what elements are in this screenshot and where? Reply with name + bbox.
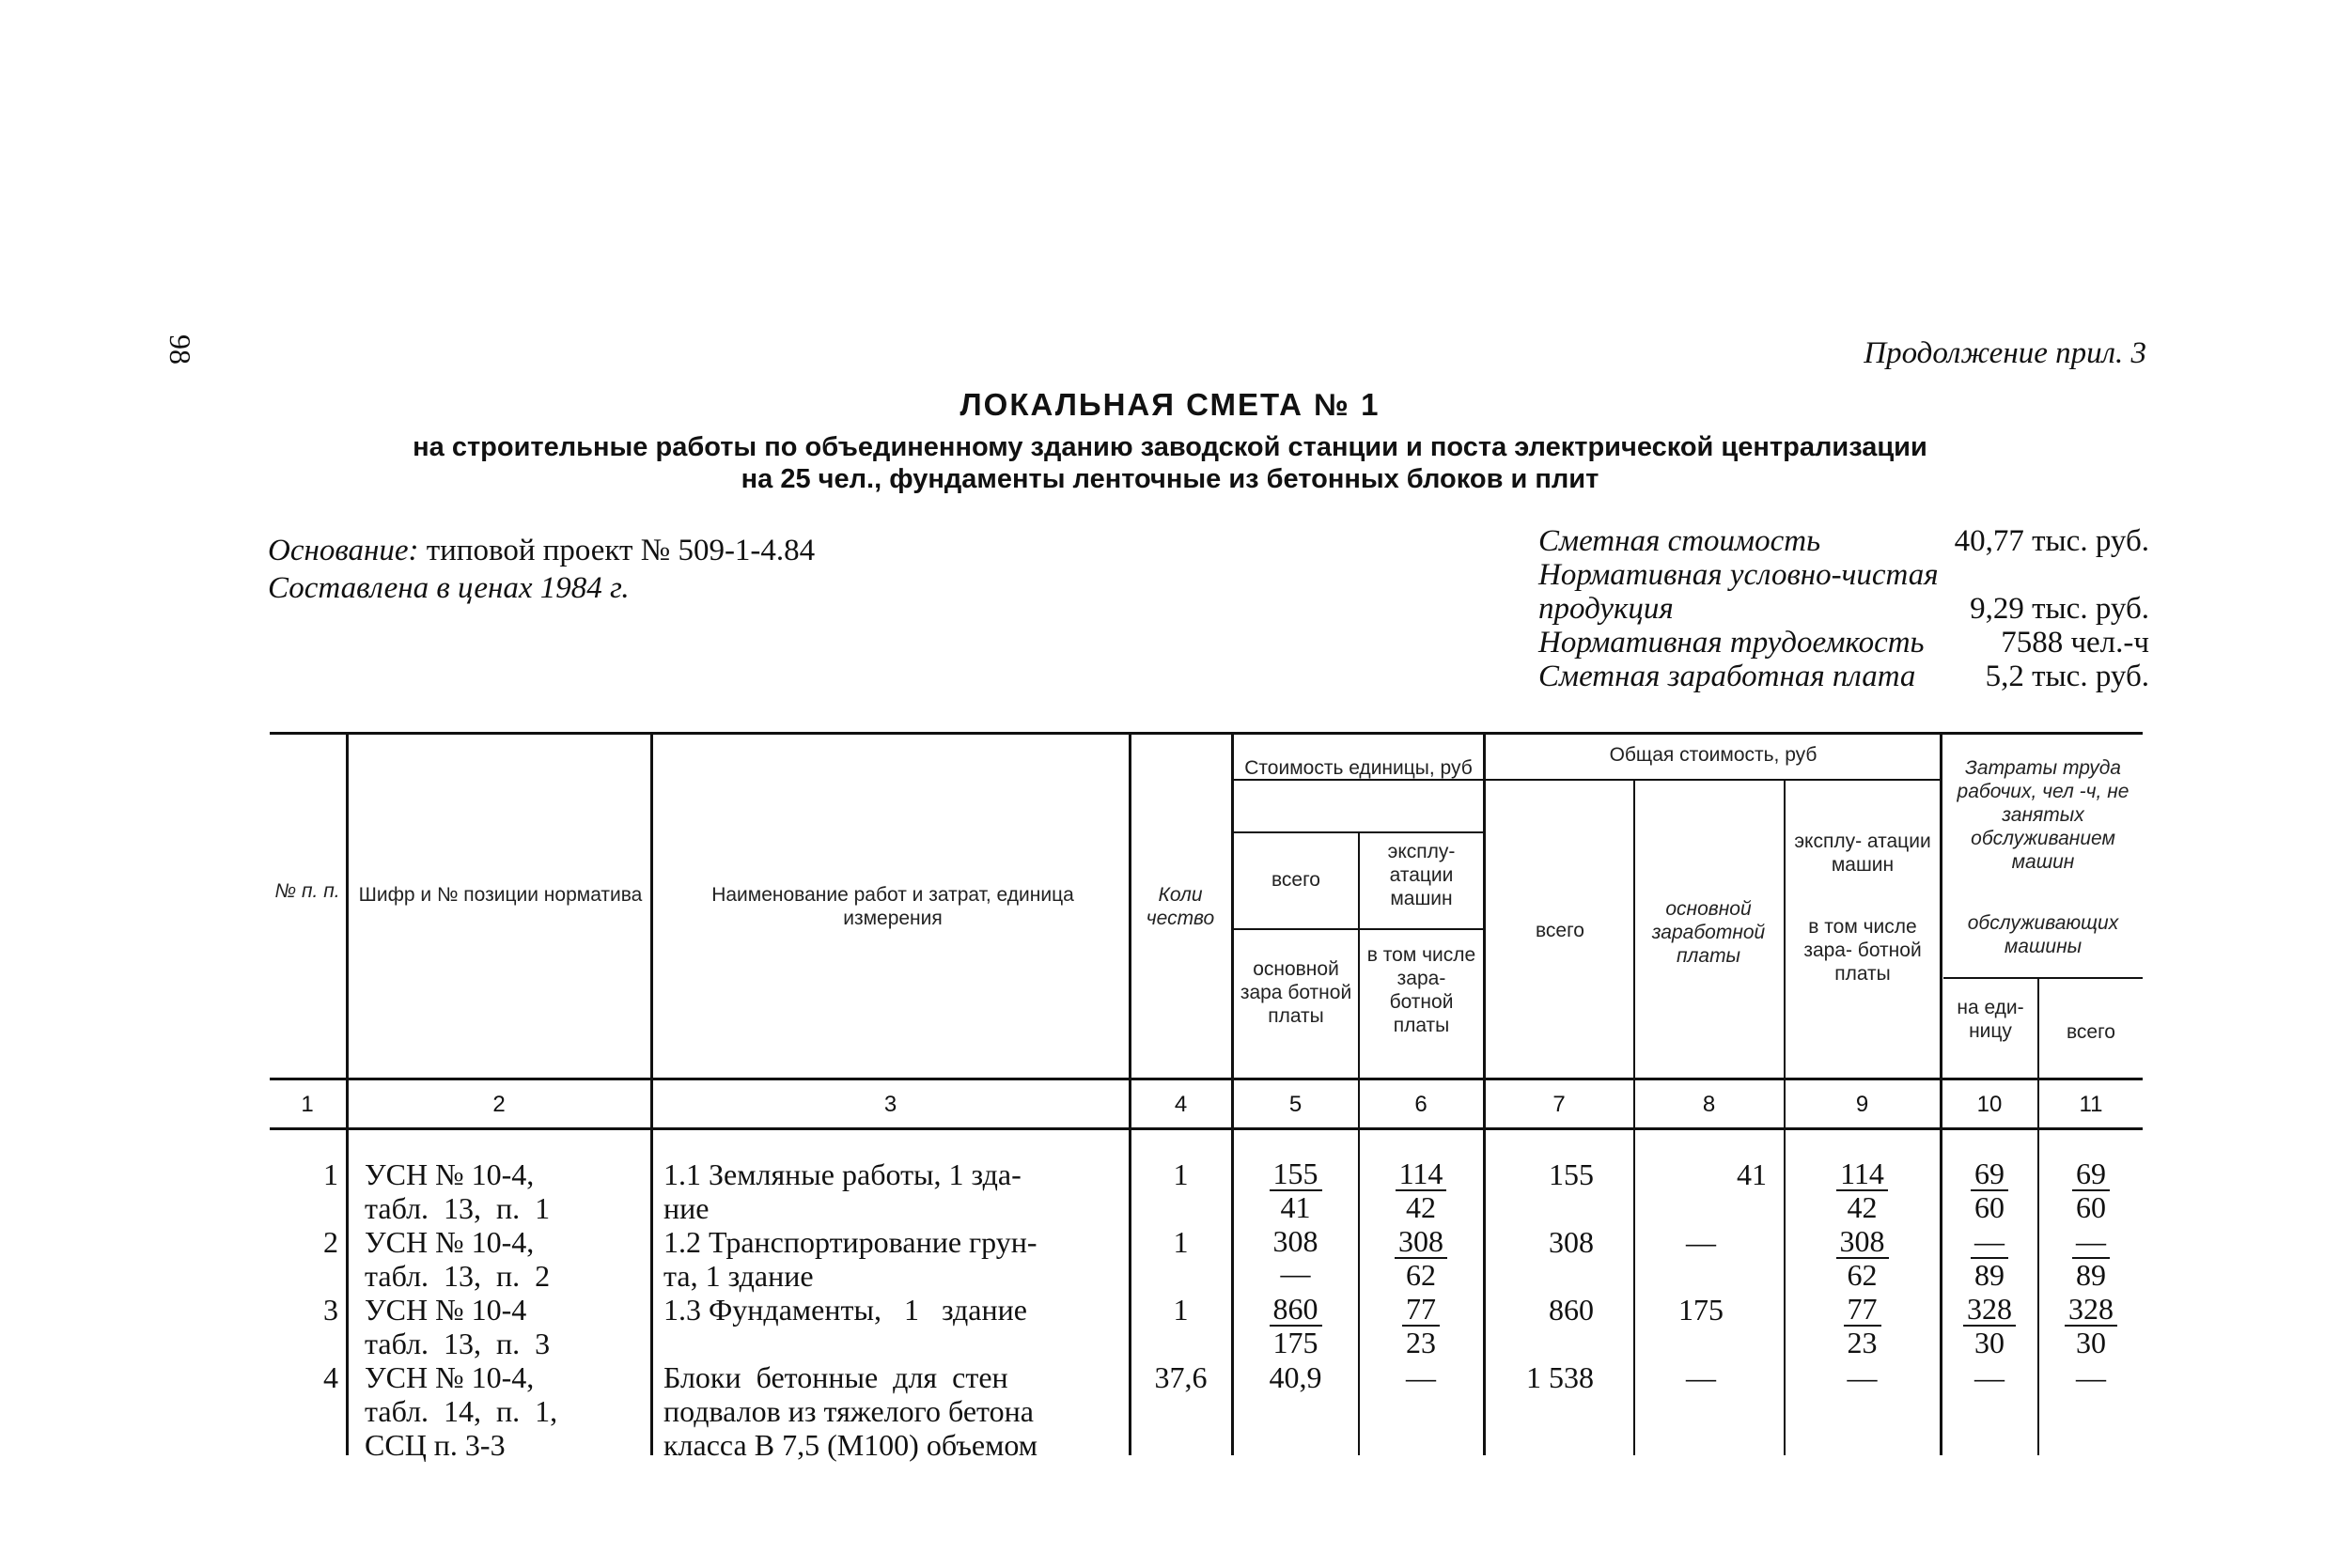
colnum-6: 6 — [1414, 1092, 1427, 1117]
row-labor-all: — 89 — [2039, 1225, 2143, 1291]
header-col1: № п. п. — [274, 880, 340, 902]
colnum-8: 8 — [1702, 1092, 1716, 1117]
colnum-2: 2 — [492, 1092, 506, 1117]
continuation-label: Продолжение прил. 3 — [1864, 336, 2146, 370]
row-total: 1 538 — [1526, 1360, 1594, 1394]
row-code-line1: УСН № 10-4, — [365, 1225, 535, 1259]
row-total-mach: $\frac{308}{62}$ — [1786, 1225, 1939, 1291]
header-col3: Наименование работ и затрат, единица измерения — [711, 884, 1074, 929]
row-code-line2: табл. 13, п. 1 — [365, 1191, 551, 1225]
rule-header-bottom — [270, 1078, 2143, 1080]
basis-value: типовой проект № 509-1-4.84 — [426, 534, 816, 567]
summary-net-value: 9,29 тыс. руб. — [1970, 592, 2149, 626]
row-unit-cost: 40,9 — [1269, 1360, 1322, 1394]
header-total-mach: эксплу- атации машин — [1794, 831, 1931, 876]
header-total-all: всего — [1536, 920, 1584, 941]
row-total: 308 — [1549, 1225, 1594, 1259]
header-unit-mach: эксплу- атации машин — [1387, 841, 1456, 909]
row-qty: 1 — [1173, 1293, 1189, 1327]
summary-cost-value: 40,77 тыс. руб. — [1954, 524, 2149, 558]
row-code-line3: ССЦ п. 3-3 — [365, 1428, 506, 1462]
row-unit-mach: $\frac{308}{62}$ — [1360, 1225, 1482, 1291]
colnum-3: 3 — [883, 1092, 897, 1117]
row-labor-all: $\frac{328}{30}$ — [2039, 1293, 2143, 1358]
summary-labor-label: Нормативная трудоемкость — [1538, 626, 1925, 660]
row-total-wage: 175 — [1678, 1293, 1724, 1327]
row-number: 2 — [323, 1225, 338, 1259]
row-code-line2: табл. 13, п. 2 — [365, 1259, 551, 1293]
header-unit-cost: Стоимость единицы, руб — [1244, 757, 1473, 779]
row-name-line1: 1.3 Фундаменты, 1 здание — [663, 1293, 1027, 1327]
rule-labor-sub — [1943, 977, 2143, 979]
colnum-9: 9 — [1855, 1092, 1869, 1117]
document-subtitle-line2: на 25 чел., фундаменты ленточные из бетонных блоков и плит — [741, 464, 1599, 494]
row-labor-unit: — 89 — [1942, 1225, 2036, 1291]
row-code-line1: УСН № 10-4, — [365, 1157, 535, 1191]
colnum-10: 10 — [1976, 1092, 2003, 1117]
row-labor-unit: — — [1974, 1360, 2005, 1394]
summary-wage-label: Сметная заработная плата — [1538, 660, 1916, 693]
colnum-5: 5 — [1288, 1092, 1303, 1117]
basis-prices: Составлена в ценах 1984 г. — [268, 571, 630, 605]
header-labor-sub: обслуживающих машины — [1967, 912, 2119, 957]
row-unit-cost: $\frac{860}{175}$ — [1234, 1293, 1357, 1358]
header-labor-all: всего — [2067, 1021, 2115, 1043]
summary-labor-value: 7588 чел.-ч — [2001, 626, 2149, 660]
row-labor-unit: $\frac{328}{30}$ — [1942, 1293, 2036, 1358]
row-qty: 1 — [1173, 1157, 1189, 1191]
row-total-mach: $\frac{114}{42}$ — [1786, 1157, 1939, 1223]
row-total-mach: — — [1847, 1360, 1878, 1394]
summary-net-label2: продукция — [1538, 592, 1674, 626]
row-unit-mach: $\frac{114}{42}$ — [1360, 1157, 1482, 1223]
header-labor-unit: на еди- ницу — [1957, 997, 2024, 1042]
row-total-wage: — — [1686, 1225, 1716, 1259]
basis-label: Основание: — [268, 534, 419, 567]
row-labor-all: $\frac{69}{60}$ — [2039, 1157, 2143, 1223]
row-name-line3: класса В 7,5 (М100) объемом — [663, 1428, 1037, 1462]
row-code-line2: табл. 13, п. 3 — [365, 1327, 551, 1360]
row-name-line1: 1.1 Земляные работы, 1 зда- — [663, 1157, 1022, 1191]
summary-block — [1538, 524, 2149, 693]
row-name-line2: ние — [663, 1191, 710, 1225]
document-title: ЛОКАЛЬНАЯ СМЕТА № 1 — [959, 387, 1381, 422]
row-number: 3 — [323, 1293, 338, 1327]
row-total-mach: $\frac{77}{23}$ — [1786, 1293, 1939, 1358]
row-total-wage: — — [1686, 1360, 1716, 1394]
summary-net-label1: Нормативная условно-чистая — [1538, 558, 1939, 592]
colnum-11: 11 — [2079, 1092, 2103, 1117]
row-name-line1: 1.2 Транспортирование грун- — [663, 1225, 1037, 1259]
header-total-cost: Общая стоимость, руб — [1609, 744, 1817, 766]
document-subtitle-line1: на строительные работы по объединенному зданию заводской станции и поста электрической централизации — [413, 432, 1927, 462]
row-unit-cost: 308 — — [1272, 1224, 1318, 1290]
colnum-7: 7 — [1552, 1092, 1566, 1117]
row-number: 1 — [323, 1157, 338, 1191]
row-total-wage: 41 — [1737, 1157, 1767, 1191]
header-total-wage: основной заработной платы — [1651, 898, 1766, 967]
header-unit-wage: основной зара ботной платы — [1240, 958, 1352, 1027]
header-col2: Шифр и № позиции норматива — [358, 884, 643, 906]
row-qty: 37,6 — [1154, 1360, 1208, 1394]
row-labor-unit: $\frac{69}{60}$ — [1942, 1157, 2036, 1223]
header-labor: Затраты труда рабочих, чел -ч, не занятых обслуживанием машин — [1957, 757, 2129, 873]
row-name-line2: та, 1 здание — [663, 1259, 814, 1293]
row-total: 860 — [1549, 1293, 1594, 1327]
row-unit-cost: $\frac{155}{41}$ — [1234, 1157, 1357, 1223]
colnum-1: 1 — [301, 1092, 314, 1117]
header-total-mach-wage: в том числе зара- ботной платы — [1803, 916, 1922, 985]
row-unit-mach: — — [1406, 1360, 1436, 1394]
header-col4: Коли чество — [1146, 884, 1215, 929]
page-number: 98 — [164, 334, 197, 365]
row-name-line2: подвалов из тяжелого бетона — [663, 1394, 1034, 1428]
row-code-line2: табл. 14, п. 1, — [365, 1394, 558, 1428]
row-code-line1: УСН № 10-4, — [365, 1360, 535, 1394]
header-unit-mach-wage: в том числе зара- ботной платы — [1366, 944, 1476, 1036]
row-code-line1: УСН № 10-4 — [365, 1293, 527, 1327]
row-qty: 1 — [1173, 1225, 1189, 1259]
colnum-4: 4 — [1174, 1092, 1188, 1117]
basis-block — [268, 532, 815, 607]
row-unit-mach: $\frac{77}{23}$ — [1360, 1293, 1482, 1358]
row-number: 4 — [323, 1360, 338, 1394]
row-total: 155 — [1549, 1157, 1594, 1191]
table-top-rule — [270, 732, 2143, 735]
header-unit-total: всего — [1271, 869, 1320, 891]
rule-colnum-bottom — [270, 1127, 2143, 1130]
summary-wage-value: 5,2 тыс. руб. — [1985, 660, 2149, 693]
summary-cost-label: Сметная стоимость — [1538, 524, 1821, 558]
row-name-line1: Блоки бетонные для стен — [663, 1360, 1008, 1394]
row-labor-all: — — [2076, 1360, 2106, 1394]
